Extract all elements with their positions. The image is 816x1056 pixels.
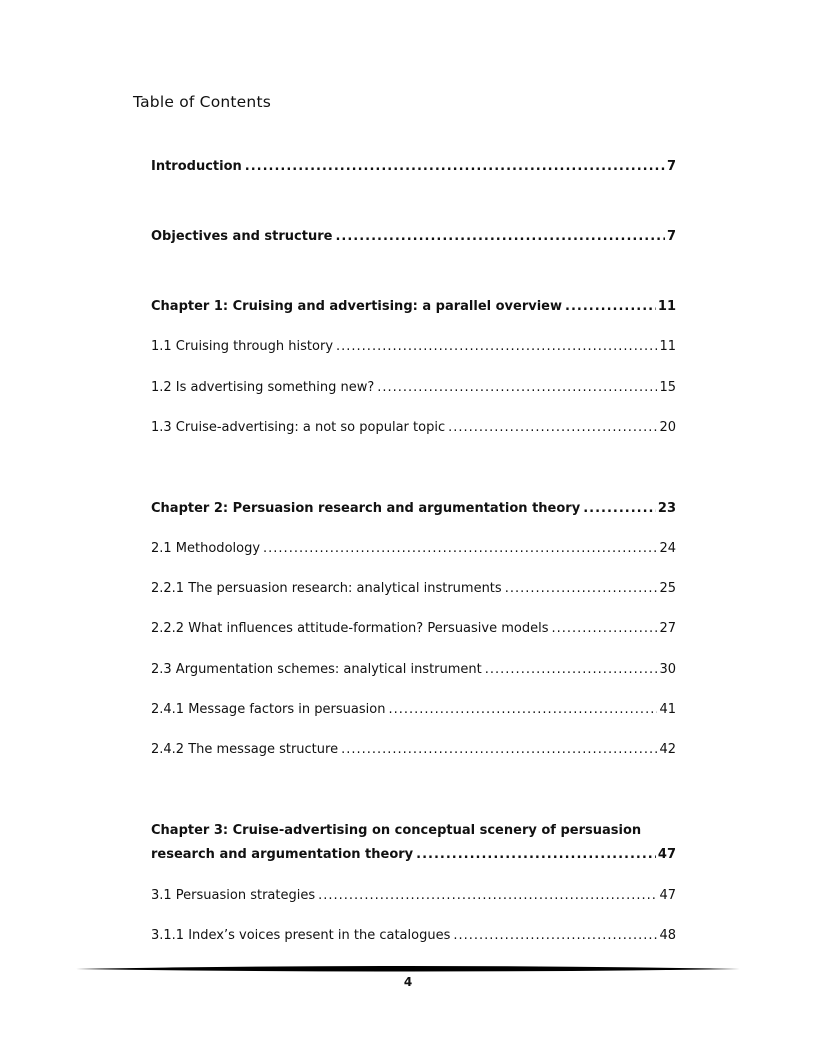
leader-dots (551, 621, 657, 637)
toc-entry-label: 2.1 Methodology (151, 541, 261, 556)
leader-dots (341, 742, 657, 758)
leader-dots (245, 159, 665, 175)
toc-entry-page: 30 (659, 662, 676, 677)
toc-entry-page: 15 (659, 380, 676, 395)
toc-entry-chapter-1[interactable] (151, 299, 676, 315)
toc-entry-page: 24 (659, 541, 676, 556)
toc-entry-page: 11 (659, 339, 676, 354)
toc-entry-label: 1.2 Is advertising something new? (151, 380, 375, 395)
toc-entry-chapter-2[interactable] (151, 501, 676, 517)
toc-entry-page: 23 (657, 501, 676, 516)
toc-entry-2-4-2[interactable] (151, 742, 676, 758)
toc-entry-page: 11 (657, 299, 676, 314)
toc-entry-label: Chapter 3: Cruise-advertising on conceptual scenery of persuasion (151, 823, 642, 838)
page-number: 4 (403, 975, 413, 989)
toc-entry-introduction[interactable] (151, 159, 676, 175)
leader-dots (263, 541, 657, 557)
toc-entry-label: 2.2.1 The persuasion research: analytical instruments (151, 581, 502, 596)
toc-entry-chapter-3-line2[interactable] (151, 847, 676, 863)
toc-entry-label: Chapter 1: Cruising and advertising: a parallel overview (151, 299, 563, 314)
toc-entry-page: 7 (666, 159, 676, 174)
toc-entry-page: 47 (659, 888, 676, 903)
toc-entry-2-4-1[interactable] (151, 702, 676, 718)
leader-dots (377, 380, 657, 396)
toc-entry-3-1-1[interactable] (151, 928, 676, 944)
toc-entry-label: 2.4.2 The message structure (151, 742, 339, 757)
toc-entry-2-3[interactable] (151, 662, 676, 678)
footer-divider (76, 962, 740, 976)
toc-entry-page: 42 (659, 742, 676, 757)
leader-dots (318, 888, 657, 904)
leader-dots (448, 420, 657, 436)
toc-entry-3-1[interactable] (151, 888, 676, 904)
toc-entry-label: 1.1 Cruising through history (151, 339, 334, 354)
toc-entry-2-2-1[interactable] (151, 581, 676, 597)
toc-entry-2-1[interactable] (151, 541, 676, 557)
toc-entry-1-3[interactable] (151, 420, 676, 436)
toc-entry-page: 27 (659, 621, 676, 636)
toc-entry-2-2-2[interactable] (151, 621, 676, 637)
toc-entry-page: 20 (659, 420, 676, 435)
leader-dots (565, 299, 656, 315)
toc-entry-label: 2.2.2 What influences attitude-formation? Persuasive models (151, 621, 549, 636)
toc-entry-page: 47 (657, 847, 676, 862)
toc-entry-label: 2.3 Argumentation schemes: analytical instrument (151, 662, 482, 677)
toc-entry-label: Introduction (151, 159, 242, 174)
toc-entry-1-2[interactable] (151, 380, 676, 396)
toc-entry-page: 25 (659, 581, 676, 596)
toc-entry-label: 2.4.1 Message factors in persuasion (151, 702, 386, 717)
toc-entry-page: 48 (659, 928, 676, 943)
toc-entry-label: research and argumentation theory (151, 847, 414, 862)
toc-entry-label: 3.1.1 Index’s voices present in the catalogues (151, 928, 451, 943)
toc-entry-label: 1.3 Cruise-advertising: a not so popular topic (151, 420, 446, 435)
leader-dots (453, 928, 657, 944)
toc-entry-label: Chapter 2: Persuasion research and argumentation theory (151, 501, 581, 516)
toc-entry-chapter-3-line1[interactable] (151, 823, 676, 839)
leader-dots (485, 662, 658, 678)
toc-entry-label: 3.1 Persuasion strategies (151, 888, 316, 903)
toc-entry-1-1[interactable] (151, 339, 676, 355)
leader-dots (505, 581, 658, 597)
toc-entry-objectives[interactable] (151, 229, 676, 245)
leader-dots (583, 501, 656, 517)
leader-dots (388, 702, 657, 718)
leader-dots (336, 339, 657, 355)
toc-entry-label: Objectives and structure (151, 229, 333, 244)
toc-entry-page: 7 (666, 229, 676, 244)
toc-title: Table of Contents (133, 93, 271, 111)
leader-dots (416, 847, 656, 863)
toc-entry-page: 41 (659, 702, 676, 717)
leader-dots (335, 229, 665, 245)
